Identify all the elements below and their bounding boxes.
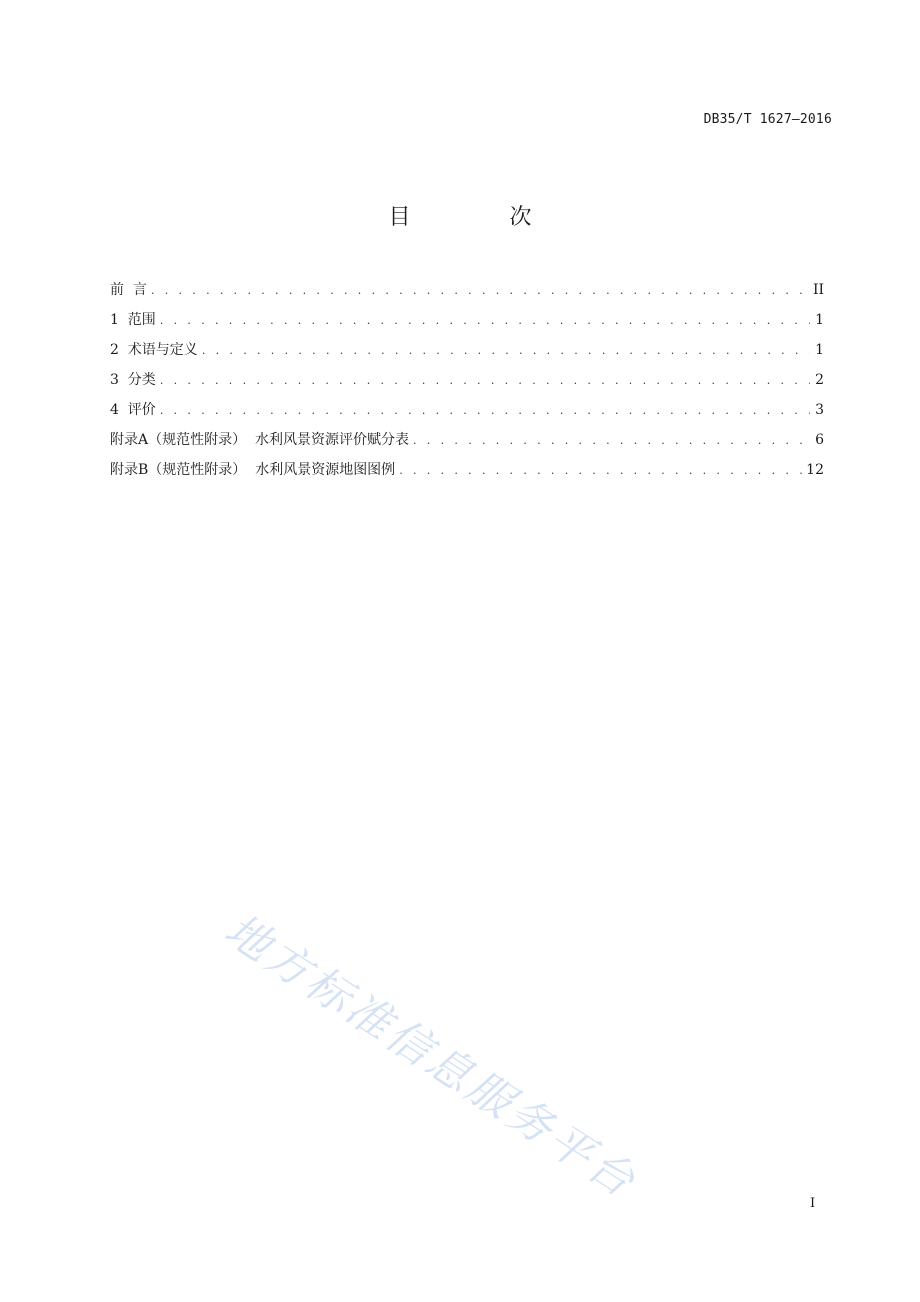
page-number: I — [810, 1196, 816, 1211]
toc-entry-page: 3 — [815, 402, 824, 418]
toc-entry-page: 12 — [806, 462, 824, 478]
toc-entry-page: 1 — [815, 312, 824, 328]
standard-code: DB35/T 1627—2016 — [703, 112, 832, 127]
toc-entry-scope[interactable] — [110, 309, 824, 339]
toc-leader-dots — [399, 460, 802, 482]
toc-entry-label: 2 术语与定义 — [110, 342, 198, 358]
toc-entry-appendix-b[interactable] — [110, 459, 824, 489]
toc-entry-label: 附录B（规范性附录） 水利风景资源地图图例 — [110, 462, 396, 478]
toc-entry-label: 3 分类 — [110, 372, 156, 388]
table-of-contents — [110, 279, 824, 489]
toc-entry-appendix-a[interactable] — [110, 429, 824, 459]
watermark: 地方标准信息服务平台 — [215, 904, 646, 1209]
toc-leader-dots — [160, 400, 810, 422]
toc-entry-page: 1 — [815, 342, 824, 358]
toc-leader-dots — [151, 280, 809, 302]
toc-entry-foreword[interactable] — [110, 279, 824, 309]
toc-entry-page: II — [812, 282, 824, 298]
toc-entry-evaluation[interactable] — [110, 399, 824, 429]
toc-entry-label: 1 范围 — [110, 312, 156, 328]
toc-entry-label: 前 言 — [110, 282, 147, 298]
toc-entry-label: 4 评价 — [110, 402, 156, 418]
toc-leader-dots — [160, 310, 810, 332]
toc-leader-dots — [413, 430, 810, 452]
toc-entry-label: 附录A（规范性附录） 水利风景资源评价赋分表 — [110, 432, 410, 448]
toc-entry-page: 6 — [815, 432, 824, 448]
toc-entry-page: 2 — [815, 372, 824, 388]
toc-entry-terms[interactable] — [110, 339, 824, 369]
toc-entry-classification[interactable] — [110, 369, 824, 399]
toc-leader-dots — [160, 370, 810, 392]
page-title: 目 次 — [388, 205, 578, 230]
toc-leader-dots — [202, 340, 810, 362]
